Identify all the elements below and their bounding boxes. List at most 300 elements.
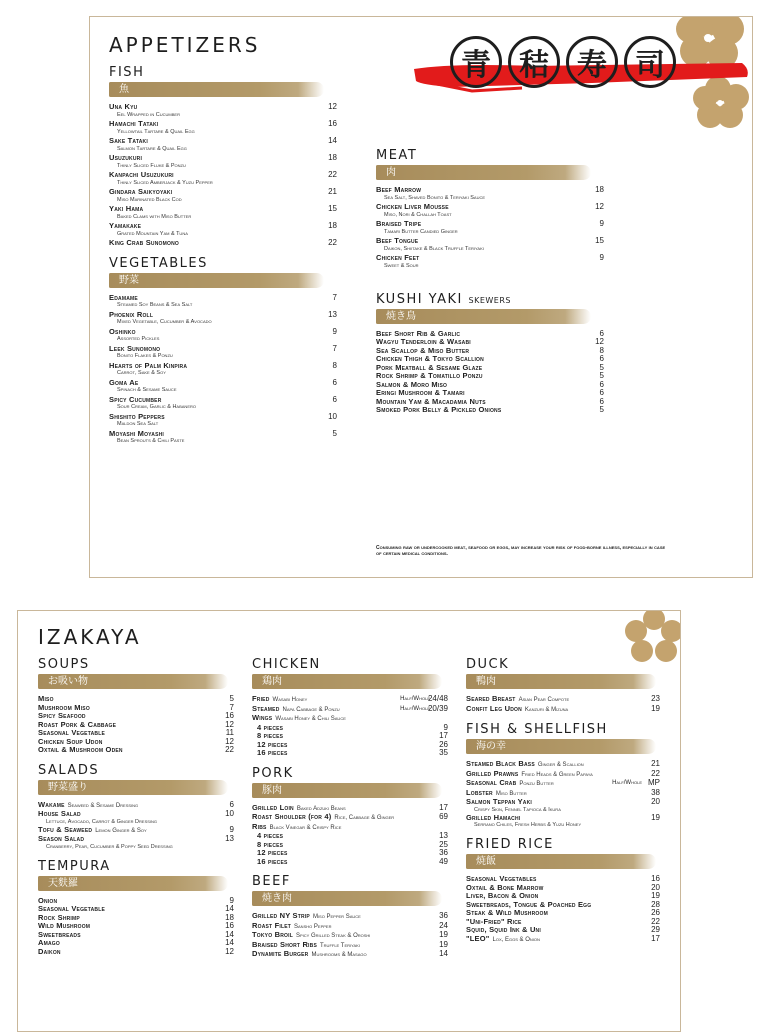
item-desc: Carrot, Sake & Soy (117, 370, 166, 376)
item-name: Seasonal Vegetables (466, 874, 537, 883)
item-name: Fried (252, 694, 270, 703)
item-price: 16 (328, 119, 337, 128)
item-name: Roast Filet (252, 920, 292, 930)
item-price: 6 (599, 354, 604, 363)
item-name: Steak & Wild Mushroom (466, 908, 548, 917)
section-tag-duck: 鴨肉 (466, 674, 656, 689)
vegetables-list (109, 294, 337, 446)
menu-item (376, 406, 604, 415)
item-name: Usuzukuri (109, 153, 143, 162)
menu-item (252, 695, 448, 705)
item-price: 19 (651, 703, 660, 713)
item-price: 8 (599, 345, 604, 355)
item-desc: Sour Cream, Garlic & Habanero (117, 404, 196, 410)
item-price: 29 (651, 925, 660, 934)
fish-shellfish-list (466, 760, 660, 829)
item-desc: Mushrooms & Masago (311, 952, 367, 958)
item-price: 21 (328, 187, 337, 196)
appetizers-left-column (109, 33, 337, 447)
item-name: King Crab Sunomono (109, 238, 179, 247)
item-price: 16 (651, 874, 660, 883)
item-desc: Miso Marinated Black Cod (117, 196, 182, 203)
section-tag-salads: 野菜盛り (38, 780, 228, 795)
section-tag-fried-rice: 焼飯 (466, 854, 656, 869)
item-price: 12 (595, 337, 604, 346)
item-name: Squid, Squid Ink & Uni (466, 925, 541, 934)
item-price: 12 (225, 946, 234, 956)
item-price: 12 (225, 719, 234, 729)
item-price: 35 (439, 748, 448, 757)
menu-item (109, 345, 337, 361)
item-price: 10 (225, 809, 234, 818)
item-name: Sweetbreads (38, 929, 81, 939)
chicken-list (252, 695, 448, 758)
section-title-vegetables: VEGETABLES (109, 255, 208, 271)
item-desc: Sansho Pepper (294, 923, 332, 930)
item-price: 16 (225, 921, 234, 930)
logo-char-1: 青 (450, 36, 502, 88)
item-desc: Lemon Ginger & Soy (95, 827, 147, 834)
item-name: Moyashi Moyashi (109, 428, 165, 438)
item-desc: Sweet & Sour (384, 262, 419, 269)
item-price: 28 (651, 899, 660, 909)
menu-item (109, 294, 337, 310)
item-price: 25 (439, 839, 448, 849)
item-price: 18 (328, 221, 337, 230)
menu-item (109, 154, 337, 170)
item-price: 18 (225, 912, 234, 922)
item-desc: Assorted Pickles (117, 336, 160, 342)
menu-item (109, 430, 337, 446)
menu-item (466, 705, 660, 715)
item-name: Sake Tataki (109, 136, 148, 145)
item-price: 5 (599, 405, 604, 414)
item-desc: Maldon Sea Salt (117, 421, 159, 427)
item-price: 15 (328, 204, 337, 213)
item-name: "Uni-Fried" Rice (466, 916, 522, 926)
item-name: Wagyu Tenderloin & Wasabi (376, 337, 471, 346)
item-desc: Baked Clams with Miso Butter (117, 213, 192, 220)
item-name: Braised Tripe (376, 219, 422, 228)
menu-item (252, 749, 448, 758)
item-price: 9 (599, 219, 604, 228)
appetizers-menu (89, 16, 753, 578)
health-notice: Consuming raw or undercooked meat, seafood or eggs, may increase your risk of food-borne illness, especially in case of certain medical conditions. (376, 545, 666, 557)
item-price: 12 (328, 102, 337, 111)
item-price: 16 (225, 711, 234, 720)
section-title-duck: DUCK (466, 657, 510, 672)
izakaya-title-wrap (38, 625, 142, 649)
item-price: 6 (599, 396, 604, 406)
item-desc: Spicy Grilled Steak & Oroshi (295, 933, 371, 939)
item-price: 26 (651, 908, 660, 917)
menu-item (109, 362, 337, 378)
item-name: Grilled Loin (252, 802, 294, 812)
item-name: Roast Shoulder (for 4) (252, 812, 332, 821)
item-name: Amago (38, 938, 60, 947)
item-price: 6 (332, 377, 337, 387)
menu-item (109, 379, 337, 395)
item-name: Grilled Hamachi (466, 812, 521, 822)
item-price: 19 (439, 930, 448, 939)
section-title-fish: FISH (109, 65, 145, 80)
item-price: 13 (225, 834, 234, 843)
item-price: 18 (595, 185, 604, 194)
item-name: Salmon & Moro Miso (376, 379, 448, 389)
kushi-title: KUSHI YAKI (376, 291, 463, 307)
item-name: Grilled NY Strip (252, 911, 310, 920)
menu-item (109, 396, 337, 412)
item-price: 17 (651, 933, 660, 943)
item-price: 7 (332, 292, 337, 302)
section-title-chicken: CHICKEN (252, 657, 321, 672)
logo-char-2: 秸 (508, 36, 560, 88)
section-tag-tempura: 天麩羅 (38, 876, 228, 891)
item-price: 19 (651, 891, 660, 900)
item-name: Chicken Soup Udon (38, 736, 103, 746)
item-name: Braised Short Ribs (252, 939, 317, 949)
section-tag-beef: 焼き肉 (252, 891, 442, 906)
menu-item (109, 137, 337, 153)
item-name: Liver, Bacon & Onion (466, 891, 539, 900)
item-name: Rock Shrimp (38, 912, 80, 922)
item-name: Dynamite Burger (252, 949, 309, 958)
item-desc: Mixed Vegetable, Cucumber & Avocado (117, 319, 212, 325)
item-price: 14 (225, 938, 234, 947)
logo (450, 36, 730, 92)
item-name: Sea Scallop & Miso Butter (376, 345, 470, 355)
item-name: 16 pieces (257, 748, 288, 757)
item-price: 13 (439, 831, 448, 840)
item-price: 5 (599, 362, 604, 372)
item-name: Roast Pork & Cabbage (38, 719, 117, 729)
menu-item (38, 746, 234, 755)
item-price: 10 (328, 411, 337, 421)
section-title-fish-shellfish: FISH & SHELLFISH (466, 722, 608, 737)
item-name: Mountain Yam & Macadamia Nuts (376, 396, 486, 406)
menu-item (376, 220, 604, 236)
item-desc: Fried Heads & Green Papaya (521, 771, 593, 778)
item-price: 6 (332, 394, 337, 404)
menu-item (38, 931, 234, 940)
item-name: Tokyo Broil (252, 930, 293, 939)
section-title-tempura: TEMPURA (38, 858, 111, 874)
izakaya-column-2 (252, 657, 448, 960)
menu-item (466, 935, 660, 945)
menu-item (109, 239, 337, 248)
item-price: 22 (651, 916, 660, 926)
menu-item (252, 950, 448, 960)
logo-char-4: 司 (624, 36, 676, 88)
menu-item (252, 813, 448, 823)
item-name: Chicken Thigh & Tokyo Scallion (376, 354, 484, 363)
item-price: 36 (439, 911, 448, 920)
tempura-list (38, 897, 234, 957)
item-desc: Tamari Butter Candied Ginger (384, 228, 458, 235)
item-price: 24/48 (427, 694, 448, 703)
item-price: 22 (225, 745, 234, 754)
menu-item (109, 188, 337, 204)
item-desc: Crispy Skin, Fennel Tapioca & Ikura (474, 806, 561, 813)
item-size: Half/Whole (400, 696, 430, 702)
section-title-kushi-yaki (376, 292, 604, 307)
item-desc: Cranberry, Pear, Cucumber & Poppy Seed Dressing (46, 843, 173, 850)
page-title: IZAKAYA (38, 625, 142, 649)
item-price: 14 (439, 949, 448, 958)
menu-item (109, 222, 337, 238)
item-price: 14 (328, 136, 337, 145)
item-price: 22 (328, 238, 337, 247)
item-size: Half/Whole (612, 780, 642, 786)
item-name: Daikon (38, 946, 61, 956)
item-name: Seared Breast (466, 694, 516, 703)
item-name: Confit Leg Udon (466, 703, 522, 713)
menu-item (376, 254, 604, 270)
fried-rice-list (466, 875, 660, 944)
item-name: "LEO" (466, 933, 490, 943)
item-name: 8 pieces (257, 839, 284, 849)
menu-item (376, 203, 604, 219)
menu-item (466, 814, 660, 830)
item-desc: Kanzuri & Mizuna (524, 706, 569, 713)
item-price: 5 (332, 428, 337, 438)
item-price: 12 (595, 202, 604, 211)
item-price: 6 (599, 388, 604, 397)
item-desc: Rice, Cabbage & Ginger (334, 815, 395, 821)
section-tag-vegetables: 野菜 (109, 273, 324, 288)
item-price: 6 (229, 799, 234, 809)
item-name: Onion (38, 895, 58, 905)
section-title-salads: SALADS (38, 762, 100, 778)
item-desc: Miso Pepper Sauce (312, 914, 361, 920)
menu-item (466, 779, 660, 789)
section-title-beef: BEEF (252, 874, 291, 889)
item-name: Mushroom Miso (38, 702, 90, 712)
item-name: Beef Tongue (376, 236, 419, 245)
appetizers-right-column (376, 148, 604, 415)
item-name: Oxtail & Bone Marrow (466, 882, 544, 892)
item-desc: Steamed Soy Beans & Sea Salt (117, 302, 193, 308)
item-name: Miso (38, 694, 54, 703)
item-desc: Lettuce, Avocado, Carrot & Ginger Dressing (46, 818, 158, 825)
item-name: Ribs (252, 821, 267, 831)
item-name: Wings (252, 713, 273, 722)
item-desc: Yellowtail Tartare & Quail Egg (117, 128, 195, 135)
item-price: 5 (599, 371, 604, 380)
item-name: Lobster (466, 787, 493, 797)
page-title: APPETIZERS (109, 33, 261, 57)
item-price: 6 (599, 328, 604, 338)
item-price: 17 (439, 802, 448, 812)
menu-item (466, 798, 660, 814)
item-name: Spicy Cucumber (109, 394, 162, 404)
item-name: Beef Short Rib & Garlic (376, 328, 461, 338)
section-title-pork: PORK (252, 765, 294, 781)
section-tag-fish: 魚 (109, 82, 324, 97)
item-price: 9 (229, 895, 234, 905)
logo-char-3: 寿 (566, 36, 618, 88)
item-price: 11 (225, 728, 234, 737)
item-price: 20 (651, 797, 660, 806)
item-name: 12 pieces (257, 848, 288, 857)
item-desc: Spinach & Sesame Sauce (117, 387, 177, 393)
item-desc: Wasabi Honey & Chili Sauce (275, 716, 346, 722)
item-price: 9 (599, 253, 604, 262)
item-price: 8 (332, 360, 337, 370)
item-desc: Ponzu Butter (519, 781, 554, 787)
pork-list (252, 804, 448, 867)
item-name: Sweetbreads, Tongue & Poached Egg (466, 899, 592, 909)
menu-item (466, 926, 660, 935)
item-name: House Salad (38, 809, 81, 818)
item-name: Beef Marrow (376, 185, 422, 194)
item-name: Leek Sunomono (109, 343, 161, 353)
item-name: Shishito Peppers (109, 411, 165, 421)
menu-item (252, 858, 448, 867)
menu-item (38, 939, 234, 948)
item-name: Seasonal Crab (466, 778, 517, 787)
item-price: 69 (439, 812, 448, 821)
item-name: Oxtail & Mushroom Oden (38, 745, 123, 754)
item-name: 12 pieces (257, 739, 288, 749)
item-desc: Thinly Sliced Amberjack & Yuzu Pepper (117, 179, 213, 186)
menu-item (109, 205, 337, 221)
item-price: 17 (439, 731, 448, 740)
item-name: Grilled Prawns (466, 768, 519, 778)
menu-item (376, 237, 604, 253)
item-price: 22 (328, 170, 337, 179)
section-tag-chicken: 鶏肉 (252, 674, 442, 689)
menu-item (38, 810, 234, 826)
fish-list (109, 103, 337, 248)
item-desc: Asian Pear Compote (518, 697, 570, 703)
meat-list (376, 186, 604, 270)
item-desc: Napa Cabbage & Ponzu (282, 706, 340, 713)
item-name: Chicken Feet (376, 253, 420, 262)
soups-list (38, 695, 234, 755)
item-desc: Serrano Chiles, Fresh Herbs & Yuzu Honey (474, 822, 582, 828)
menu-item (252, 705, 448, 715)
item-name: Spicy Seafood (38, 711, 86, 720)
item-price: 15 (595, 236, 604, 245)
item-desc: Bonito Flakes & Ponzu (117, 353, 173, 359)
item-name: Season Salad (38, 834, 85, 843)
item-price: 21 (651, 759, 660, 768)
item-name: Chicken Liver Mousse (376, 202, 449, 211)
item-name: Tofu & Seaweed (38, 824, 93, 834)
item-name: Kanpachi Usuzukuri (109, 170, 174, 179)
item-desc: Truffle Teriyaki (320, 942, 360, 949)
item-name: Salmon Teppan Yaki (466, 797, 533, 806)
item-price: 38 (651, 787, 660, 797)
item-price: 24 (439, 920, 448, 930)
item-price: 14 (225, 904, 234, 913)
item-desc: Lox, Eggs & Onion (492, 936, 540, 943)
item-price: 6 (599, 379, 604, 389)
item-price: 20 (651, 882, 660, 892)
item-price: 9 (332, 326, 337, 336)
item-desc: Seaweed & Sesame Dressing (67, 802, 139, 809)
section-tag-fish-shellfish: 海の幸 (466, 739, 656, 754)
item-desc: Bean Sprouts & Chili Paste (117, 438, 185, 444)
kushi-subtitle: SKEWERS (468, 295, 511, 305)
izakaya-column-3 (466, 657, 660, 944)
item-price: 20/39 (427, 703, 448, 713)
item-price: 14 (225, 929, 234, 939)
item-name: Gindara Saikyoyaki (109, 187, 173, 196)
beef-list (252, 912, 448, 960)
menu-item (38, 835, 234, 851)
item-price: 22 (651, 768, 660, 778)
item-name: Rock Shrimp & Tomatillo Ponzu (376, 371, 483, 380)
izakaya-column-1 (38, 657, 234, 956)
item-desc: Grated Mountain Yam & Tuna (117, 230, 188, 237)
section-title-meat: MEAT (376, 148, 418, 163)
menu-item (109, 311, 337, 327)
item-name: Edamame (109, 292, 138, 302)
item-price: 26 (439, 739, 448, 749)
duck-list (466, 695, 660, 714)
item-name: Seasonal Vegetable (38, 904, 105, 913)
item-price: 9 (443, 722, 448, 732)
item-price: 5 (229, 694, 234, 703)
item-price: 9 (229, 824, 234, 834)
item-name: 16 pieces (257, 856, 288, 866)
item-desc: Ginger & Scallion (537, 762, 584, 768)
item-price: 23 (651, 694, 660, 703)
item-name: 4 pieces (257, 722, 284, 732)
kushi-list (376, 330, 604, 415)
item-desc: Sea Salt, Shaved Bonito & Teriyaki Sauce (384, 194, 486, 201)
item-name: Yamakake (109, 221, 142, 230)
item-name: 4 pieces (257, 831, 284, 840)
item-name: Pork Meatball & Sesame Glaze (376, 362, 483, 372)
menu-item (109, 328, 337, 344)
item-name: 8 pieces (257, 731, 284, 740)
izakaya-menu (17, 610, 681, 1032)
item-price: 13 (328, 309, 337, 319)
menu-item (109, 120, 337, 136)
item-desc: Eel Wrapped in Cucumber (117, 111, 180, 118)
item-price: 49 (439, 856, 448, 866)
item-name: Yaki Hama (109, 204, 144, 213)
salads-list (38, 801, 234, 851)
item-price: 7 (229, 702, 234, 712)
item-name: Seasonal Vegetable (38, 728, 105, 737)
section-tag-meat: 肉 (376, 165, 591, 180)
item-price: 19 (439, 939, 448, 949)
item-desc: Daikon, Shiitake & Black Truffle Teriyaki (384, 245, 484, 252)
item-price: 18 (328, 153, 337, 162)
menu-item (109, 103, 337, 119)
item-price: 36 (439, 848, 448, 857)
item-name: Eringi Mushroom & Tamari (376, 388, 465, 397)
item-name: Hearts of Palm Kinpira (109, 360, 188, 370)
item-name: Wild Mushroom (38, 921, 91, 930)
item-price: 12 (225, 736, 234, 746)
item-desc: Miso, Nori & Challah Toast (384, 211, 452, 218)
item-name: Goma Ae (109, 377, 139, 387)
section-tag-pork: 豚肉 (252, 783, 442, 798)
menu-item (38, 948, 234, 957)
menu-item (109, 171, 337, 187)
item-desc: Miso Butter (495, 790, 527, 797)
item-desc: Salmon Tartare & Quail Egg (117, 145, 187, 152)
item-name: Steamed (252, 703, 280, 713)
item-size: Half/Whole (400, 705, 430, 712)
item-desc: Thinly Sliced Fluke & Ponzu (117, 162, 186, 169)
menu-item (109, 413, 337, 429)
